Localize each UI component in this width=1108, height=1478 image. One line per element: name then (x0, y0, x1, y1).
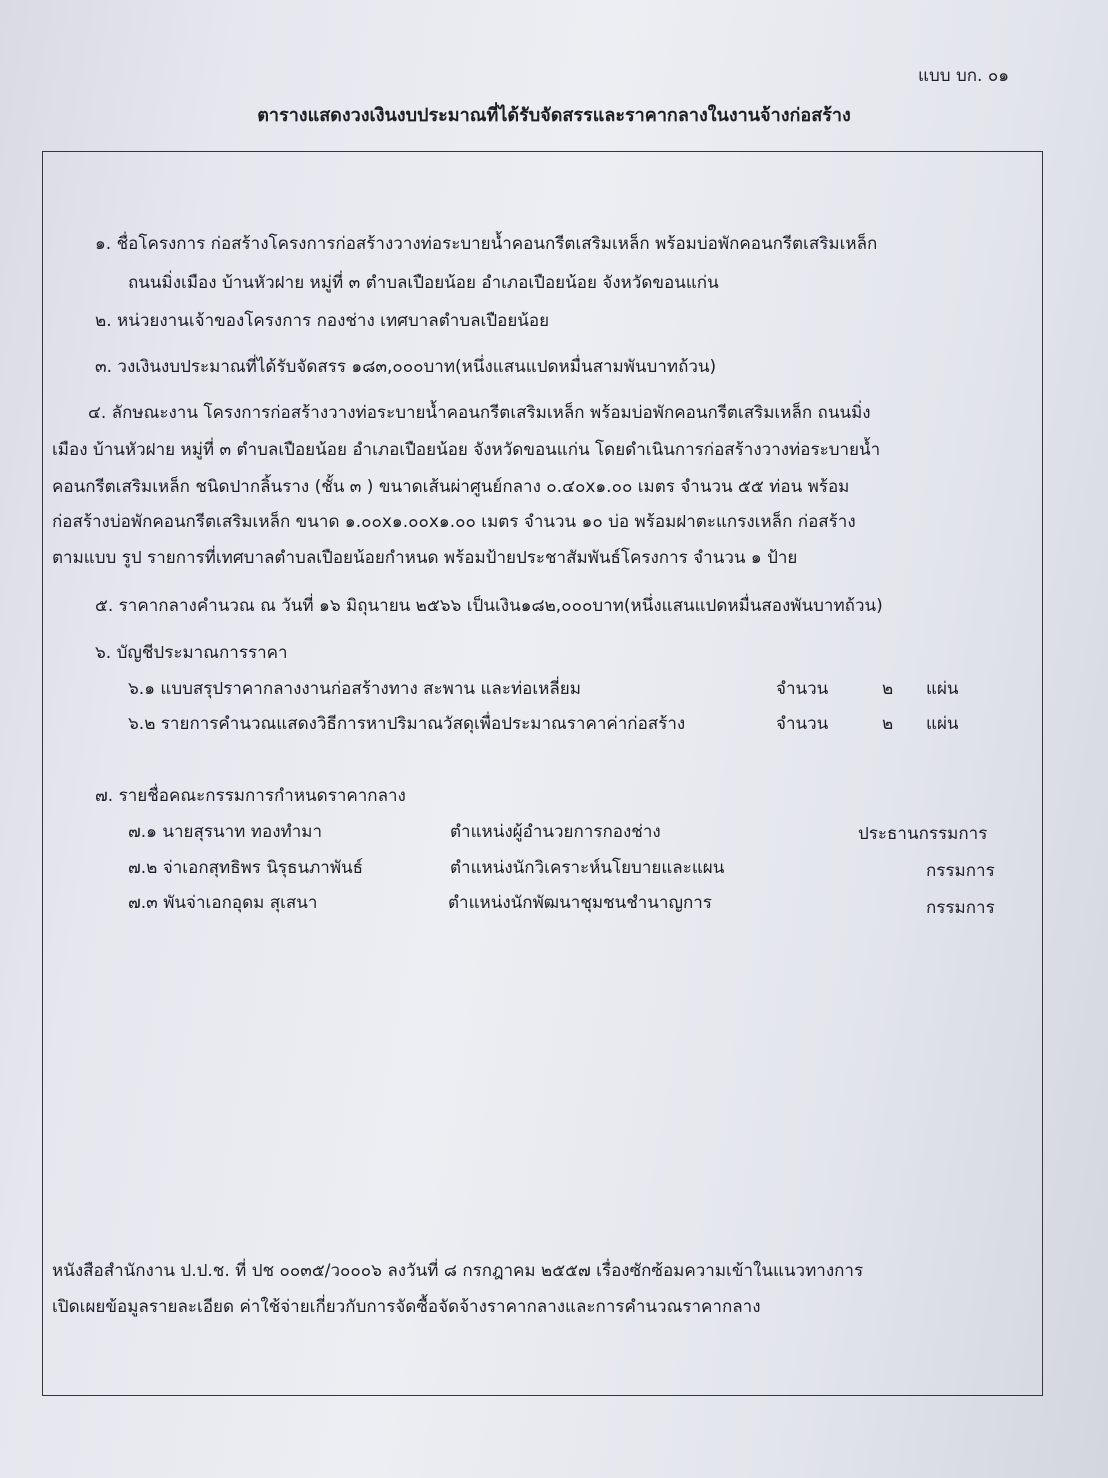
item1-line2: ถนนมิ่งเมือง บ้านหัวฝาย หมู่ที่ ๓ ตำบลเปือยน้อย อำเภอเปือยน้อย จังหวัดขอนแก่น (128, 273, 719, 293)
member3-position: ตำแหน่งนักพัฒนาชุมชนชำนาญการ (448, 893, 712, 913)
item6-sub2-label: ๖.๒ รายการคำนวณแสดงวิธีการหาปริมาณวัสดุเพื่อประมาณราคาค่าก่อสร้าง (128, 714, 686, 734)
document-title: ตารางแสดงวงเงินงบประมาณที่ได้รับจัดสรรและราคากลางในงานจ้างก่อสร้าง (257, 105, 851, 126)
item6-sub1-qty: ๒ (882, 679, 894, 699)
item4-line2: เมือง บ้านหัวฝาย หมู่ที่ ๓ ตำบลเปือยน้อย อำเภอเปือยน้อย จังหวัดขอนแก่น โดยดำเนินการก่อสร้างวางท่อระบายน้ำ (52, 440, 881, 460)
item4-line4: ก่อสร้างบ่อพักคอนกรีตเสริมเหล็ก ขนาด ๑.๐๐x๑.๐๐x๑.๐๐ เมตร จำนวน ๑๐ บ่อ พร้อมฝาตะแกรงเหล็ก ก่อสร้าง (52, 512, 856, 532)
item6-sub1-label: ๖.๑ แบบสรุปราคากลางงานก่อสร้างทาง สะพาน และท่อเหลี่ยม (128, 679, 581, 699)
member2-role: กรรมการ (926, 861, 995, 881)
member1-name: ๗.๑ นายสุรนาท ทองทำมา (128, 822, 323, 842)
member2-position: ตำแหน่งนักวิเคราะห์นโยบายและแผน (450, 858, 725, 878)
item6-sub1-unit: แผ่น (926, 679, 959, 699)
footnote-line1: หนังสือสำนักงาน ป.ป.ช. ที่ ปช ๐๐๓๕/ว๐๐๐๖ ลงวันที่ ๘ กรกฎาคม ๒๕๕๗ เรื่องซักซ้อมความเข้าในแนวทางการ (52, 1261, 864, 1281)
item6-sub2-unit: แผ่น (926, 714, 959, 734)
item1-line1: ๑. ชื่อโครงการ ก่อสร้างโครงการก่อสร้างวางท่อระบายน้ำคอนกรีตเสริมเหล็ก พร้อมบ่อพักคอนกรีตเสริมเหล็ก (95, 234, 878, 254)
item6-heading: ๖. บัญชีประมาณการราคา (95, 643, 288, 663)
item6-sub2-qty: ๒ (882, 714, 894, 734)
member3-role: กรรมการ (926, 898, 995, 918)
item4-line5: ตามแบบ รูป รายการที่เทศบาลตำบลเปือยน้อยกำหนด พร้อมป้ายประชาสัมพันธ์โครงการ จำนวน ๑ ป้าย (52, 548, 798, 568)
content-frame (42, 151, 1043, 1396)
item7-heading: ๗. รายชื่อคณะกรรมการกำหนดราคากลาง (95, 786, 406, 806)
form-code: แบบ บก. ๐๑ (918, 66, 1010, 86)
member2-name: ๗.๒ จ่าเอกสุทธิพร นิรุธนภาพันธ์ (128, 858, 364, 878)
item4-line1: ๔. ลักษณะงาน โครงการก่อสร้างวางท่อระบายน้ำคอนกรีตเสริมเหล็ก พร้อมบ่อพักคอนกรีตเสริมเหล็ก ถนนมิ่ง (88, 403, 871, 423)
item6-sub2-qty-word: จำนวน (776, 714, 829, 734)
item2-owner: ๒. หน่วยงานเจ้าของโครงการ กองช่าง เทศบาลตำบลเปือยน้อย (95, 311, 550, 331)
item6-sub1-qty-word: จำนวน (776, 679, 829, 699)
item5-median-price: ๕. ราคากลางคำนวณ ณ วันที่ ๑๖ มิถุนายน ๒๕๖๖ เป็นเงิน๑๘๒,๐๐๐บาท(หนึ่งแสนแปดหมื่นสองพันบาทถ้วน) (95, 596, 883, 616)
member3-name: ๗.๓ พันจ่าเอกอุดม สุเสนา (128, 893, 318, 913)
item3-budget: ๓. วงเงินงบประมาณที่ได้รับจัดสรร ๑๘๓,๐๐๐บาท(หนึ่งแสนแปดหมื่นสามพันบาทถ้วน) (95, 357, 717, 377)
member1-position: ตำแหน่งผู้อำนวยการกองช่าง (450, 822, 661, 842)
member1-role: ประธานกรรมการ (858, 824, 988, 844)
footnote-line2: เปิดเผยข้อมูลรายละเอียด ค่าใช้จ่ายเกี่ยวกับการจัดซื้อจัดจ้างราคากลางและการคำนวณราคากลาง (52, 1297, 761, 1317)
item4-line3: คอนกรีตเสริมเหล็ก ชนิดปากลิ้นราง (ชั้น ๓ ) ขนาดเส้นผ่าศูนย์กลาง ๐.๔๐x๑.๐๐ เมตร จำนวน ๕๕ ท่อน พร้อม (52, 477, 850, 497)
